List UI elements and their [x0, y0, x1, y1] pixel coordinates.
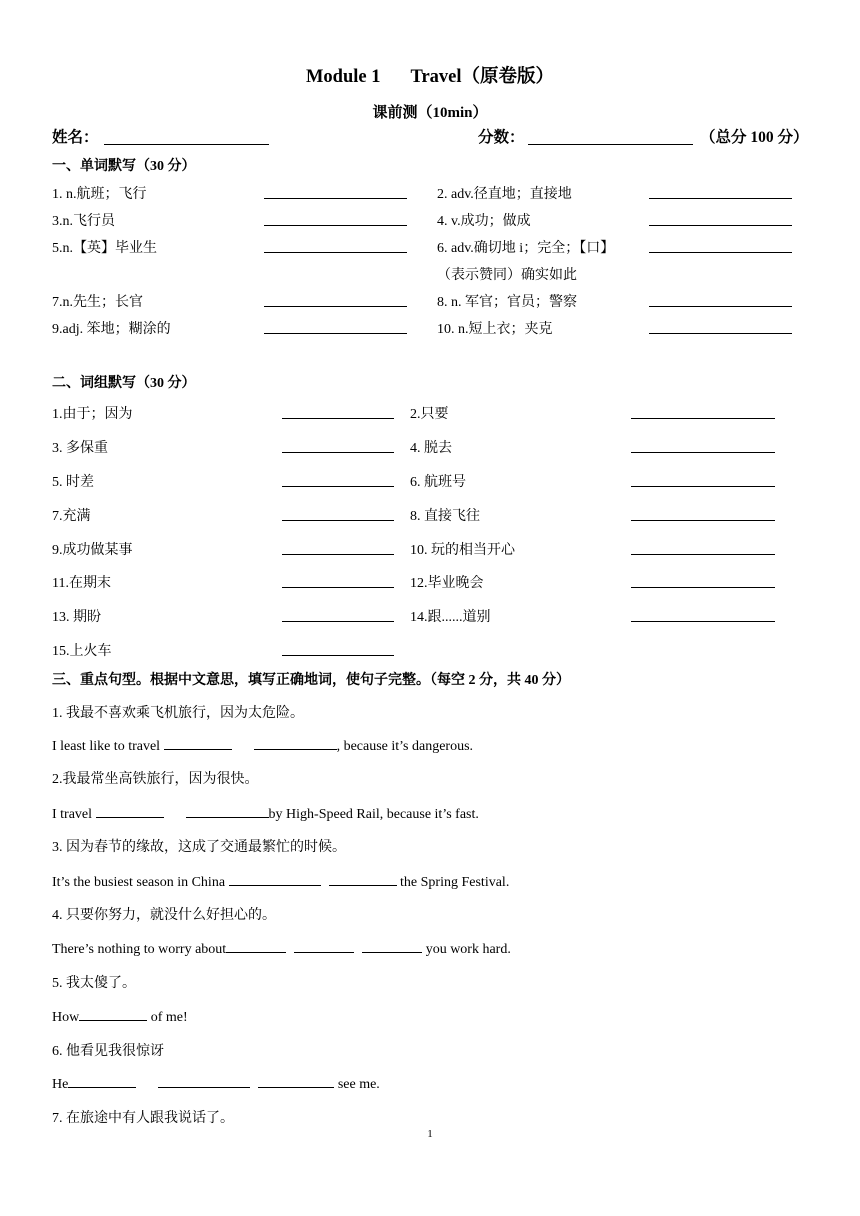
score-label: 分数： — [478, 129, 525, 146]
score-field[interactable] — [528, 144, 693, 145]
phrase-blank[interactable] — [631, 486, 775, 487]
sentence-blank[interactable] — [158, 1073, 250, 1088]
phrase-blank[interactable] — [282, 418, 394, 419]
sentence-blank[interactable] — [226, 938, 286, 953]
phrase-item: 2.只要 — [410, 407, 449, 422]
phrase-blank[interactable] — [282, 587, 394, 588]
page-number: 1 — [427, 1128, 433, 1140]
sentence-en: I travel by High-Speed Rail, because it’s fast. — [52, 803, 479, 823]
word-item: 1. n.航班；飞行 — [52, 187, 147, 202]
sentence-blank[interactable] — [254, 735, 337, 750]
sentence-cn: 2.我最常坐高铁旅行，因为很快。 — [52, 772, 259, 787]
word-blank[interactable] — [649, 225, 792, 226]
name-label: 姓名： — [52, 129, 99, 146]
subtitle: 课前测（10min） — [372, 105, 488, 121]
title-module: Module 1 — [305, 67, 381, 87]
phrase-blank[interactable] — [282, 486, 394, 487]
word-blank[interactable] — [649, 198, 792, 199]
sentence-blank[interactable] — [68, 1073, 136, 1088]
phrase-blank[interactable] — [631, 520, 775, 521]
word-blank[interactable] — [264, 333, 407, 334]
phrase-blank[interactable] — [631, 554, 775, 555]
word-item: 9.adj. 笨地；糊涂的 — [52, 322, 171, 337]
sentence-blank[interactable] — [329, 871, 397, 886]
phrase-blank[interactable] — [282, 621, 394, 622]
name-field[interactable] — [104, 144, 269, 145]
word-blank[interactable] — [649, 306, 792, 307]
phrase-item: 15.上火车 — [52, 644, 112, 659]
word-blank[interactable] — [264, 225, 407, 226]
word-item-continuation: （表示赞同）确实如此 — [437, 268, 577, 283]
phrase-item: 10. 玩的相当开心 — [410, 543, 515, 558]
sentence-en: I least like to travel , because it’s dangerous. — [52, 735, 473, 755]
word-item: 8. n. 军官；官员；警察 — [437, 295, 577, 310]
sentence-blank[interactable] — [362, 938, 422, 953]
phrase-blank[interactable] — [282, 520, 394, 521]
phrase-item: 1.由于；因为 — [52, 407, 133, 422]
phrase-blank[interactable] — [631, 587, 775, 588]
word-blank[interactable] — [649, 333, 792, 334]
word-item: 7.n.先生；长官 — [52, 295, 143, 310]
word-item: 5.n.【英】毕业生 — [52, 241, 157, 256]
word-blank[interactable] — [264, 252, 407, 253]
sentence-cn: 6. 他看见我很惊讶 — [52, 1044, 164, 1059]
word-blank[interactable] — [264, 198, 407, 199]
section1-heading: 一、单词默写（30 分） — [52, 159, 196, 174]
phrase-item: 3. 多保重 — [52, 441, 108, 456]
phrase-blank[interactable] — [631, 621, 775, 622]
word-item: 6. adv.确切地 i；完全；【口】 — [437, 241, 615, 256]
phrase-blank[interactable] — [631, 418, 775, 419]
phrase-item: 9.成功做某事 — [52, 543, 133, 558]
phrase-item: 14.跟......道别 — [410, 610, 491, 625]
phrase-item: 8. 直接飞往 — [410, 509, 480, 524]
phrase-item: 12.毕业晚会 — [410, 576, 484, 591]
sentence-blank[interactable] — [294, 938, 354, 953]
phrase-item: 7.充满 — [52, 509, 91, 524]
sentence-blank[interactable] — [96, 803, 164, 818]
phrase-item: 5. 时差 — [52, 475, 94, 490]
total-score: （总分 100 分） — [700, 129, 809, 146]
sentence-en: There’s nothing to worry about you work hard. — [52, 938, 511, 958]
word-item: 2. adv.径直地；直接地 — [437, 187, 572, 202]
word-blank[interactable] — [649, 252, 792, 253]
word-item: 10. n.短上衣；夹克 — [437, 322, 553, 337]
sentence-blank[interactable] — [229, 871, 321, 886]
phrase-item: 4. 脱去 — [410, 441, 452, 456]
sentence-blank[interactable] — [79, 1006, 147, 1021]
phrase-item: 6. 航班号 — [410, 475, 466, 490]
sentence-cn: 1. 我最不喜欢乘飞机旅行，因为太危险。 — [52, 706, 304, 721]
title-topic: Travel（原卷版） — [410, 67, 555, 87]
sentence-en: How of me! — [52, 1006, 188, 1026]
sentence-en: He see me. — [52, 1073, 380, 1093]
phrase-blank[interactable] — [631, 452, 775, 453]
sentence-cn: 7. 在旅途中有人跟我说话了。 — [52, 1111, 234, 1126]
sentence-en: It’s the busiest season in China the Spring Festival. — [52, 871, 509, 891]
sentence-blank[interactable] — [258, 1073, 334, 1088]
word-item: 4. v.成功；做成 — [437, 214, 531, 229]
sentence-cn: 3. 因为春节的缘故，这成了交通最繁忙的时候。 — [52, 840, 346, 855]
word-blank[interactable] — [264, 306, 407, 307]
sentence-blank[interactable] — [164, 735, 232, 750]
phrase-item: 13. 期盼 — [52, 610, 101, 625]
sentence-blank[interactable] — [186, 803, 269, 818]
word-item: 3.n.飞行员 — [52, 214, 115, 229]
phrase-blank[interactable] — [282, 452, 394, 453]
sentence-cn: 4. 只要你努力，就没什么好担心的。 — [52, 908, 276, 923]
section2-heading: 二、词组默写（30 分） — [52, 376, 196, 391]
page-title — [0, 62, 860, 88]
phrase-item: 11.在期末 — [52, 576, 111, 591]
phrase-blank[interactable] — [282, 554, 394, 555]
phrase-blank[interactable] — [282, 655, 394, 656]
sentence-cn: 5. 我太傻了。 — [52, 976, 136, 991]
section3-heading: 三、重点句型。根据中文意思，填写正确地词，使句子完整。（每空 2 分，共 40 分） — [52, 673, 570, 688]
